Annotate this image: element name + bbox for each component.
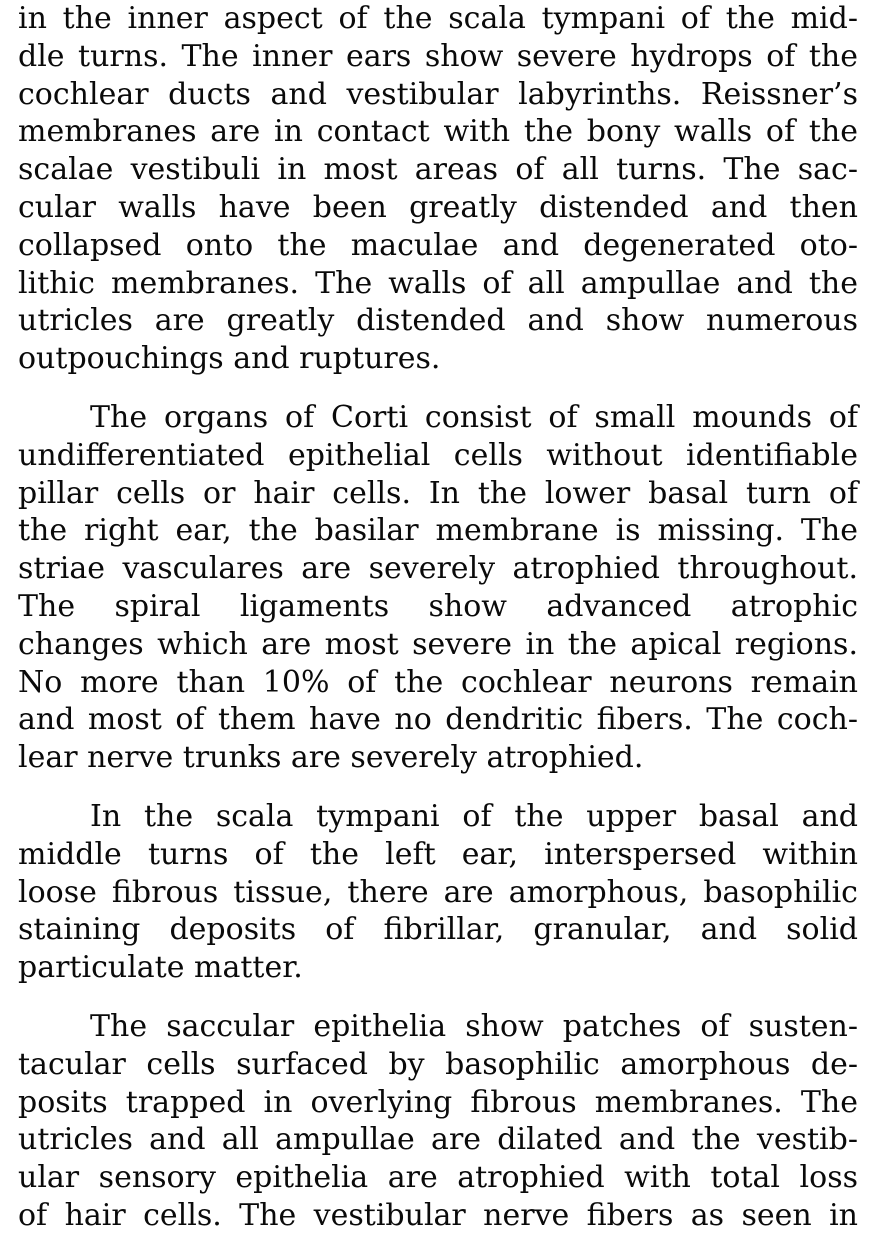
text-line: middle turns of the left ear, interspersed within xyxy=(18,836,858,872)
text-line: No more than 10% of the cochlear neurons remain xyxy=(18,664,858,700)
document-page xyxy=(18,0,858,1256)
text-line: particulate matter. xyxy=(18,950,303,986)
text-line: posits trapped in overlying fibrous membranes. The xyxy=(18,1084,858,1120)
text-line: cochlear ducts and vestibular labyrinths. Reissner’s xyxy=(18,76,858,112)
paragraph-2 xyxy=(18,399,858,777)
text-line: lithic membranes. The walls of all ampullae and the xyxy=(18,265,858,301)
text-line: The organs of Corti consist of small mounds of xyxy=(90,399,858,435)
paragraph-4 xyxy=(18,1008,858,1235)
text-line: changes which are most severe in the apical regions. xyxy=(18,626,858,662)
paragraph-3 xyxy=(18,798,858,987)
text-line: The spiral ligaments show advanced atrophic xyxy=(18,588,858,624)
text-line: and most of them have no dendritic fibers. The coch- xyxy=(18,702,858,738)
text-line: lear nerve trunks are severely atrophied. xyxy=(18,740,644,776)
text-line: undifferentiated epithelial cells without identifiable xyxy=(18,437,858,473)
text-line: outpouchings and ruptures. xyxy=(18,341,441,377)
text-line: of hair cells. The vestibular nerve fibers as seen in xyxy=(18,1197,858,1233)
text-line: loose fibrous tissue, there are amorphous, basophilic xyxy=(18,874,858,910)
text-line: the right ear, the basilar membrane is missing. The xyxy=(18,513,858,549)
text-line: membranes are in contact with the bony walls of the xyxy=(18,114,858,150)
text-line: staining deposits of fibrillar, granular, and solid xyxy=(18,912,858,948)
text-line: scalae vestibuli in most areas of all turns. The sac- xyxy=(18,152,858,188)
text-line: ular sensory epithelia are atrophied with total loss xyxy=(18,1160,858,1196)
text-line: in the inner aspect of the scala tympani of the mid- xyxy=(18,1,858,36)
text-line: The saccular epithelia show patches of susten- xyxy=(90,1008,858,1044)
text-line: utricles are greatly distended and show numerous xyxy=(18,303,858,339)
text-line: tacular cells surfaced by basophilic amorphous de- xyxy=(18,1046,858,1082)
text-line: pillar cells or hair cells. In the lower basal turn of xyxy=(18,475,858,511)
text-line: striae vasculares are severely atrophied throughout. xyxy=(18,551,858,587)
paragraph-1 xyxy=(18,0,858,378)
text-line: In the scala tympani of the upper basal and xyxy=(90,798,858,834)
text-line: utricles and all ampullae are dilated and the vestib- xyxy=(18,1122,858,1158)
text-line: cular walls have been greatly distended and then xyxy=(18,189,858,225)
text-line: dle turns. The inner ears show severe hydrops of the xyxy=(18,38,858,74)
text-line: collapsed onto the maculae and degenerated oto- xyxy=(18,227,858,263)
